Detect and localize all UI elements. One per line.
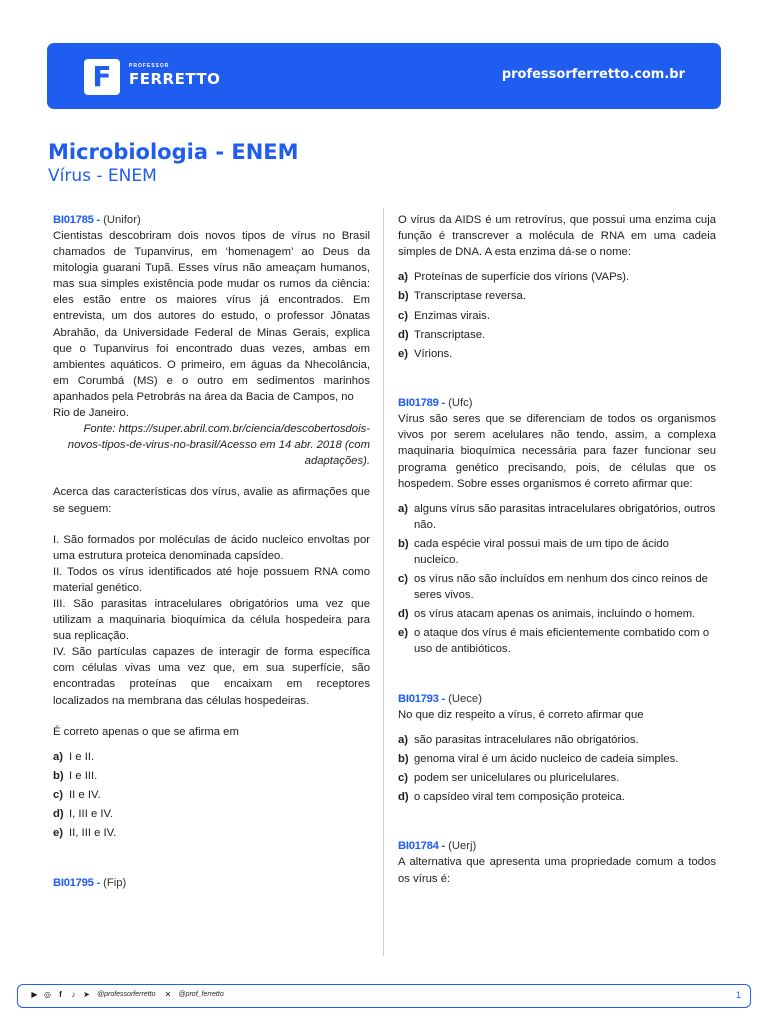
statement-4: IV. São partículas capazes de interagir de forma específica com células vivas uma vez que, em sua superfície, são encontradas proteínas que encaixam em receptores localizados na membrana das células hospedeiras. bbox=[53, 646, 370, 707]
question-header bbox=[398, 691, 716, 707]
question-institution: (Fip) bbox=[103, 876, 127, 889]
question-text: Cientistas descobriram dois novos tipos de vírus no Brasil chamados de Tupanvirus, em ‘homenagem’ ao Deus da mitologia guarani Tupã. Esses vírus não ameaçam humanos, mas sua simples existência pode mudar os rumos da ciência: eles estão entre os maiores vírus já encontrados. Em entrevista, um dos autores do estudo, o professor Jônatas Abrahão, da Universidade Federal de Minas Gerais, explica que o Tupanvirus foi encontrado duas vezes, ambas em ambientes aquáticos. O primeiro, em águas da Nhecolância, em Corumbá (MS) e o outro em sedimentos marinhos apanhados pela Petrobrás na área da Bacia de Campos, no bbox=[53, 230, 370, 403]
option-list bbox=[398, 732, 716, 806]
option-list bbox=[398, 269, 716, 362]
logo-letter: F bbox=[92, 60, 112, 93]
option-item[interactable]: d) I, III e IV. bbox=[53, 808, 114, 821]
option-list bbox=[398, 501, 716, 658]
option-item[interactable]: c) Enzimas virais. bbox=[398, 309, 490, 322]
question-text: No que diz respeito a vírus, é correto afirmar que bbox=[398, 708, 644, 721]
question-institution: (Ufc) bbox=[448, 397, 473, 410]
question-id: BI01784 - bbox=[398, 840, 445, 853]
question-header bbox=[53, 875, 370, 891]
logo-name: FERRETTO bbox=[129, 70, 221, 88]
question-ask: É correto apenas o que se afirma em bbox=[53, 725, 239, 738]
option-item[interactable]: a) I e II. bbox=[53, 750, 95, 763]
option-item[interactable]: a) alguns vírus são parasitas intracelulares obrigatórios, outros não. bbox=[398, 502, 716, 531]
footer-bar bbox=[17, 984, 751, 1008]
option-item[interactable]: b) cada espécie viral possui mais de um tipo de ácido nucleico. bbox=[398, 537, 669, 566]
option-item[interactable]: c) os vírus não são incluídos em nenhum dos cinco reinos de seres vivos. bbox=[398, 573, 708, 602]
option-item[interactable]: d) os vírus atacam apenas os animais, incluindo o homem. bbox=[398, 608, 696, 621]
question-prompt: Acerca das características dos vírus, avalie as afirmações que se seguem: bbox=[53, 486, 370, 515]
option-item[interactable]: c) II e IV. bbox=[53, 789, 101, 802]
left-column bbox=[53, 212, 370, 891]
question-text: Vírus são seres que se diferenciam de todos os organismos vivos por serem acelulares não tendo, assim, a complexa maquinaria bioquímica necessária para fazer funcionar seu programa genético precisando, pois, de células que os hospedem. Sobre esses organismos é correto afirmar que: bbox=[398, 413, 716, 490]
header-banner bbox=[47, 43, 721, 109]
question-text: O vírus da AIDS é um retrovírus, que possui uma enzima cuja função é transcrever a molécula de RNA em uma cadeia simples de DNA. A esta enzima dá-se o nome: bbox=[398, 214, 716, 259]
statement-2: II. Todos os vírus identificados até hoje possuem RNA como material genético. bbox=[53, 565, 370, 594]
instagram-icon[interactable]: ◎ bbox=[44, 990, 51, 999]
social-links bbox=[30, 990, 228, 999]
question-institution: (Unifor) bbox=[103, 214, 141, 226]
source-citation: Fonte: https://super.abril.com.br/ciencia/descobertosdois-novos-tipos-de-virus-no-brasil/Acesso em 14 abr. 2018 (com adaptações). bbox=[67, 423, 370, 468]
option-item[interactable]: b) Transcriptase reversa. bbox=[398, 290, 526, 303]
option-item[interactable]: e) o ataque dos vírus é mais eficientemente combatido com o uso de antibióticos. bbox=[398, 627, 710, 656]
question-id: BI01785 - bbox=[53, 214, 100, 226]
question-id: BI01793 - bbox=[398, 692, 445, 705]
logo-icon[interactable] bbox=[84, 59, 120, 95]
option-item[interactable]: a) são parasitas intracelulares não obrigatórios. bbox=[398, 733, 639, 746]
tiktok-icon[interactable]: ♪ bbox=[71, 990, 76, 999]
page-title: Microbiologia - ENEM bbox=[48, 140, 299, 164]
page-subtitle: Vírus - ENEM bbox=[48, 166, 157, 186]
right-column bbox=[398, 212, 716, 887]
question-id: BI01789 - bbox=[398, 397, 445, 410]
option-item[interactable]: b) genoma viral é um ácido nucleico de cadeia simples. bbox=[398, 752, 679, 765]
question-id: BI01795 - bbox=[53, 876, 100, 889]
page-number: 1 bbox=[735, 990, 741, 1000]
option-item[interactable]: e) Vírions. bbox=[398, 348, 453, 361]
option-list bbox=[53, 749, 370, 842]
option-item[interactable]: b) I e III. bbox=[53, 769, 98, 782]
option-item[interactable]: e) II, III e IV. bbox=[53, 827, 117, 840]
option-item[interactable]: d) o capsídeo viral tem composição proteica. bbox=[398, 791, 625, 804]
youtube-icon[interactable]: ▶ bbox=[31, 990, 38, 999]
question-header bbox=[53, 212, 370, 228]
logo-small-text: PROFESSOR bbox=[129, 63, 170, 69]
social-handle[interactable]: @professorferretto bbox=[97, 991, 156, 998]
question-header bbox=[398, 395, 716, 411]
social-handle[interactable]: @prof_ferretto bbox=[178, 991, 224, 998]
facebook-icon[interactable]: f bbox=[59, 990, 62, 999]
option-item[interactable]: d) Transcriptase. bbox=[398, 328, 486, 341]
statement-1: I. São formados por moléculas de ácido nucleico envoltas por uma estrutura proteica denominada capsídeo. bbox=[53, 533, 370, 562]
x-icon[interactable]: ✕ bbox=[164, 990, 172, 999]
column-divider bbox=[383, 208, 384, 956]
question-institution: (Uece) bbox=[448, 692, 482, 705]
telegram-icon[interactable]: ➤ bbox=[83, 990, 90, 999]
option-item[interactable]: c) podem ser unicelulares ou pluricelulares. bbox=[398, 772, 620, 785]
site-link[interactable]: professorferretto.com.br bbox=[501, 67, 685, 82]
question-text: A alternativa que apresenta uma propriedade comum a todos os vírus é: bbox=[398, 856, 716, 885]
question-institution: (Uerj) bbox=[448, 840, 477, 853]
question-text-end: Rio de Janeiro. bbox=[53, 407, 129, 420]
question-header bbox=[398, 838, 716, 854]
option-item[interactable]: a) Proteínas de superfície dos vírions (VAPs). bbox=[398, 271, 630, 284]
statement-3: III. São parasitas intracelulares obrigatórios uma vez que utilizam a maquinaria bioquímica da célula hospedeira para sua replicação. bbox=[53, 597, 370, 643]
